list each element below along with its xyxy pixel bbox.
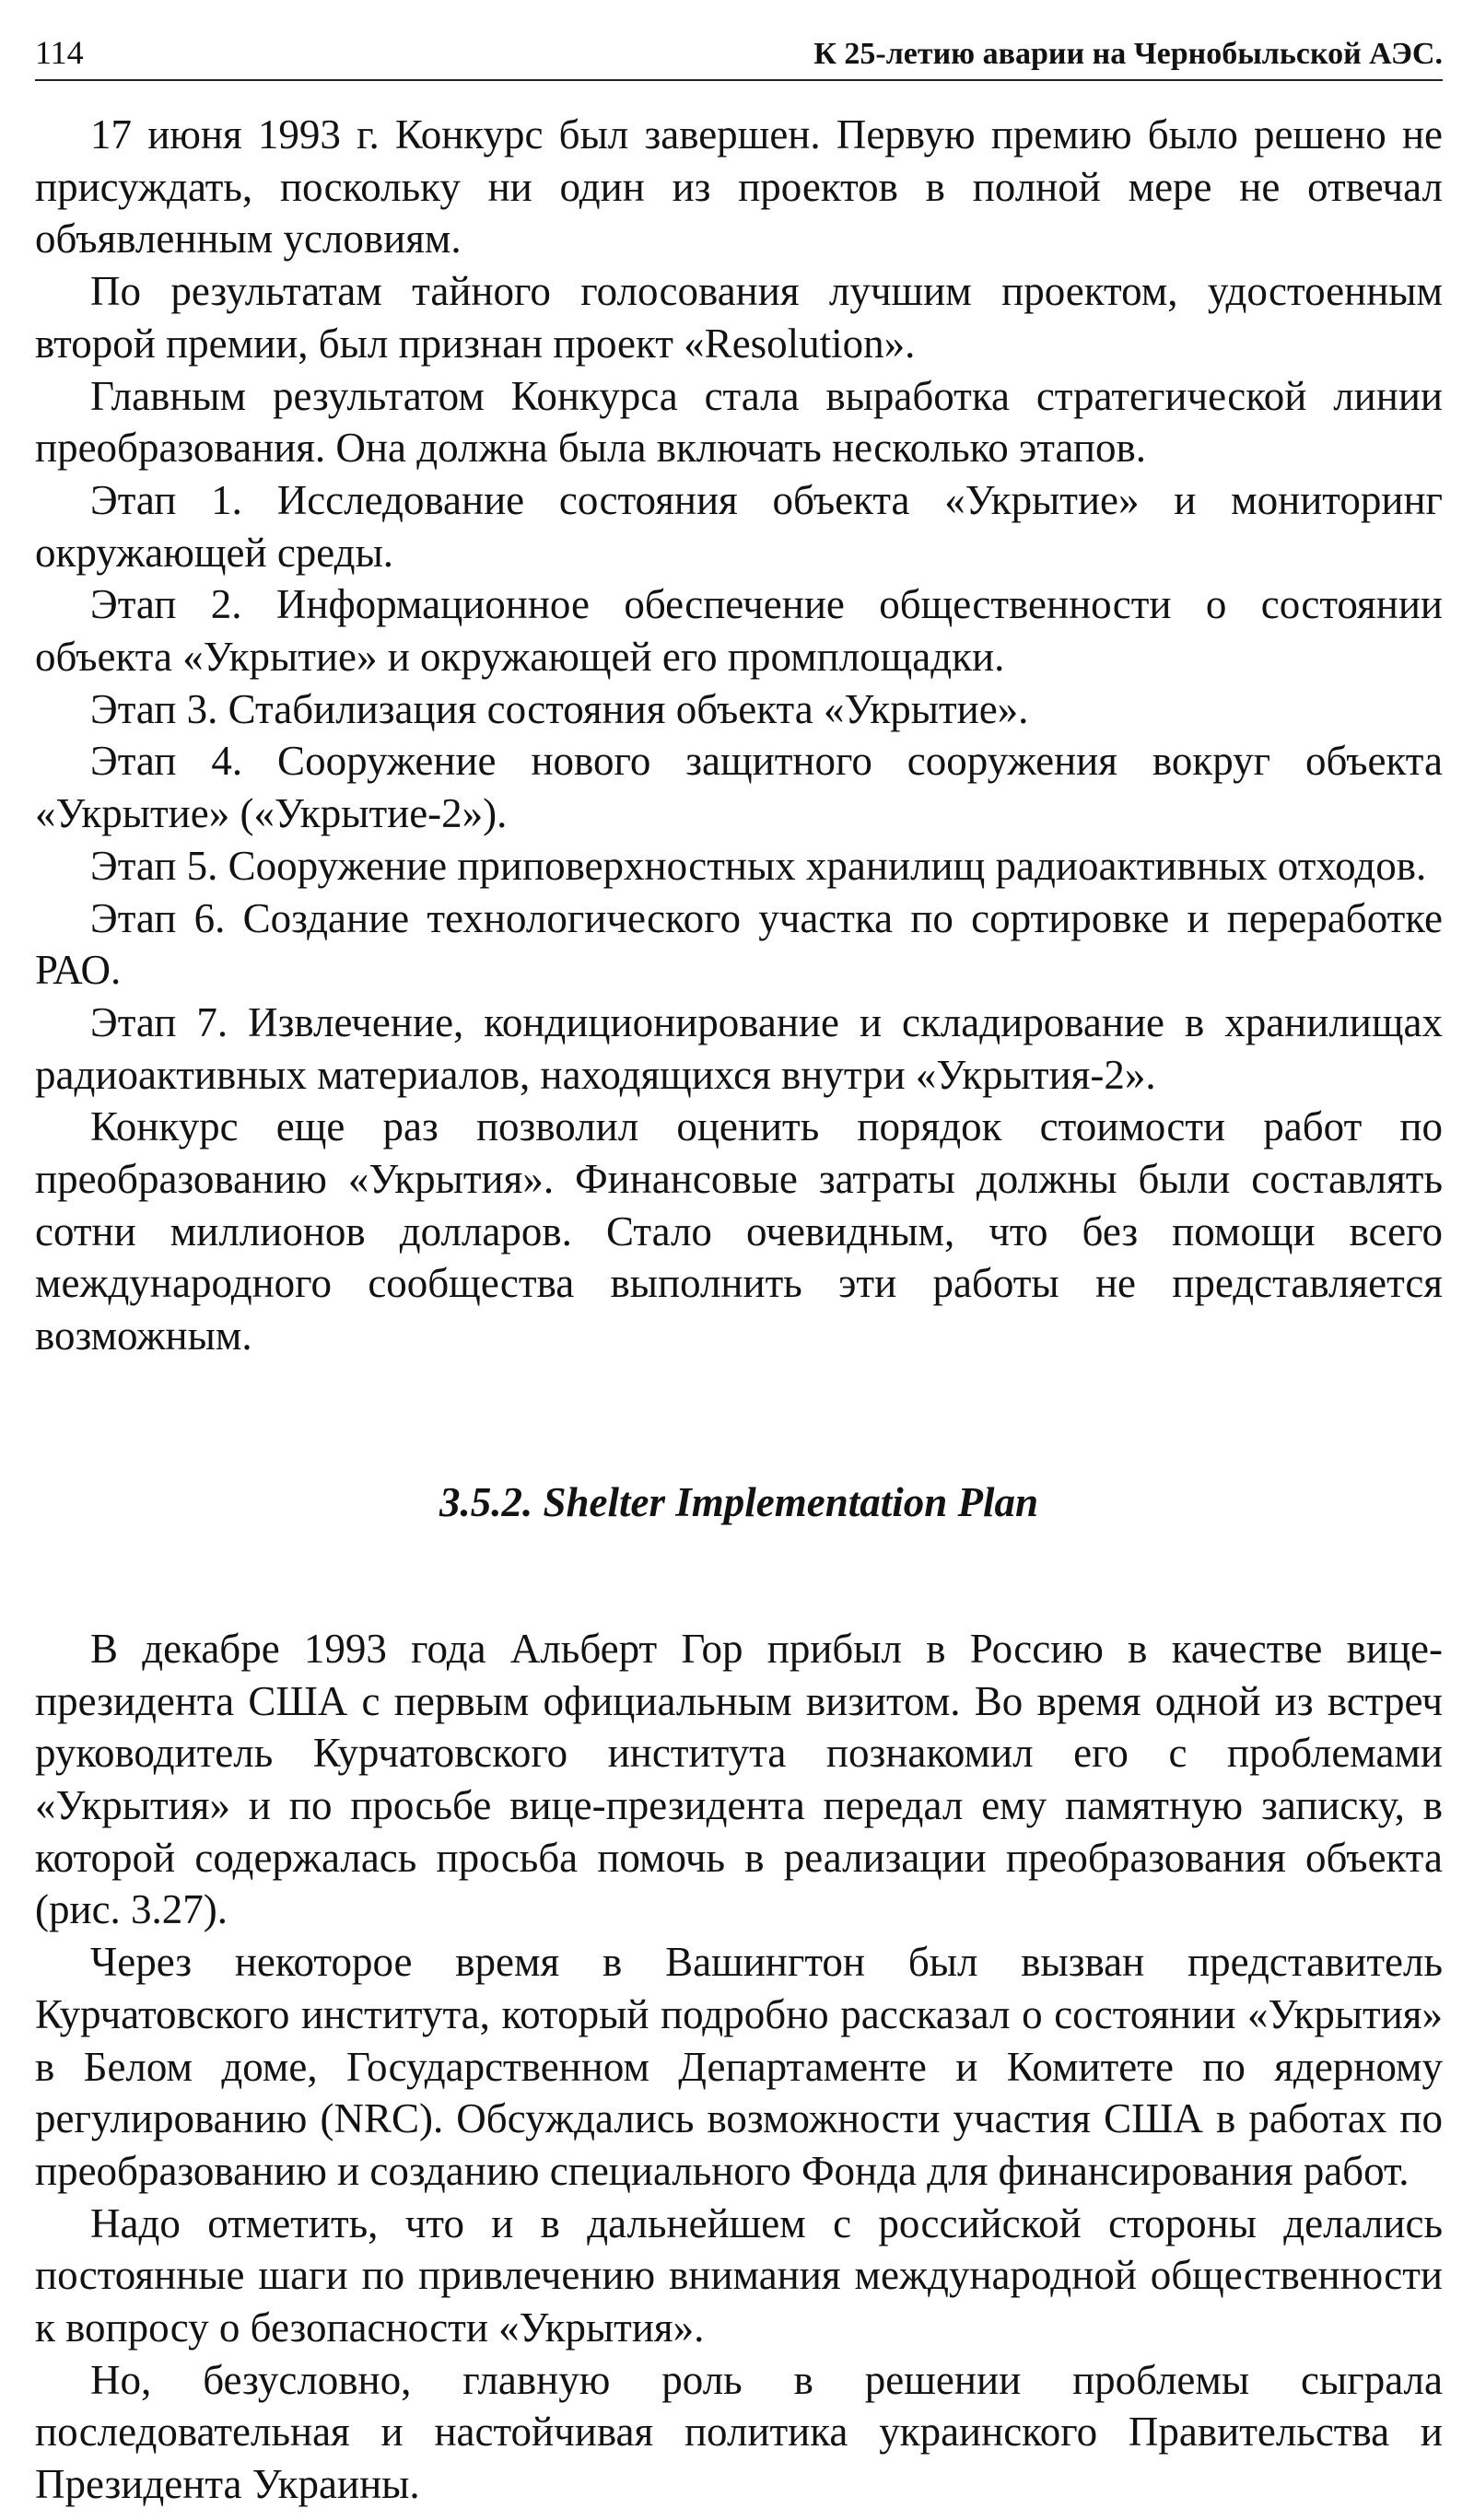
paragraph: Через некоторое время в Вашингтон был вызван представитель Курчатовского института, который подробно рассказал о состоянии «Укрытия» в Белом доме, Государственном Департаменте и Комитете по ядерному регулированию (NRC). Обсуждались возможности участия США в работах по преобразованию и созданию специального Фонда для финансирования работ. — [35, 1939, 1443, 2194]
page-number: 114 — [35, 34, 84, 71]
section-2-text — [35, 1623, 1443, 2511]
paragraph: Этап 4. Сооружение нового защитного сооружения вокруг объекта «Укрытие» («Укрытие-2»). — [35, 738, 1443, 837]
book-page — [35, 26, 1443, 2511]
paragraph: Этап 3. Стабилизация состояния объекта «Укрытие». — [90, 685, 1029, 732]
paragraph: Надо отметить, что и в дальнейшем с российской стороны делались постоянные шаги по привлечению внимания международной общественности к вопросу о безопасности «Укрытия». — [35, 2199, 1443, 2351]
running-title: К 25-летию аварии на Чернобыльской АЭС. — [813, 37, 1443, 71]
paragraph: Этап 5. Сооружение приповерхностных хранилищ радиоактивных отходов. — [90, 842, 1427, 889]
paragraph: По результатам тайного голосования лучшим проектом, удостоенным второй премии, был признан проект «Resolution». — [35, 268, 1443, 367]
paragraph: Главным результатом Конкурса стала выработка стратегической линии преобразования. Она должна была включать несколько этапов. — [35, 372, 1443, 472]
paragraph: Но, безусловно, главную роль в решении проблемы сыграла последовательная и настойчивая политика украинского Правительства и Президента Украины. — [35, 2356, 1443, 2508]
section-heading: 3.5.2. Shelter Implementation Plan — [439, 1478, 1039, 1525]
paragraph: Конкурс еще раз позволил оценить порядок стоимости работ по преобразованию «Укрытия». Финансовые затраты должны были составлять сотни миллионов долларов. Стало очевидным, что без помощи всего международного сообщества выполнить эти работы не представляется возможным. — [35, 1103, 1443, 1359]
paragraph: В декабре 1993 года Альберт Гор прибыл в Россию в качестве вице-президента США с первым официальным визитом. Во время одной из встреч руководитель Курчатовского института познакомил его с проблемами «Укрытия» и по просьбе вице-президента передал ему памятную записку, в которой содержалась просьба помочь в реализации преобразования объекта (рис. 3.27). — [35, 1625, 1443, 1933]
running-header — [35, 26, 1443, 81]
section-1-text — [35, 109, 1443, 1362]
paragraph: Этап 7. Извлечение, кондиционирование и складирование в хранилищах радиоактивных материалов, находящихся внутри «Укрытия-2». — [35, 998, 1443, 1098]
paragraph: Этап 6. Создание технологического участка по сортировке и переработке РАО. — [35, 894, 1443, 994]
paragraph: Этап 1. Исследование состояния объекта «Укрытие» и мониторинг окружающей среды. — [35, 476, 1443, 576]
paragraph: Этап 2. Информационное обеспечение общественности о состоянии объекта «Укрытие» и окружающей его промплощадки. — [35, 581, 1443, 681]
paragraph: 17 июня 1993 г. Конкурс был завершен. Первую премию было решено не присуждать, поскольку ни один из проектов в полной мере не отвечал объявленным условиям. — [35, 111, 1443, 262]
